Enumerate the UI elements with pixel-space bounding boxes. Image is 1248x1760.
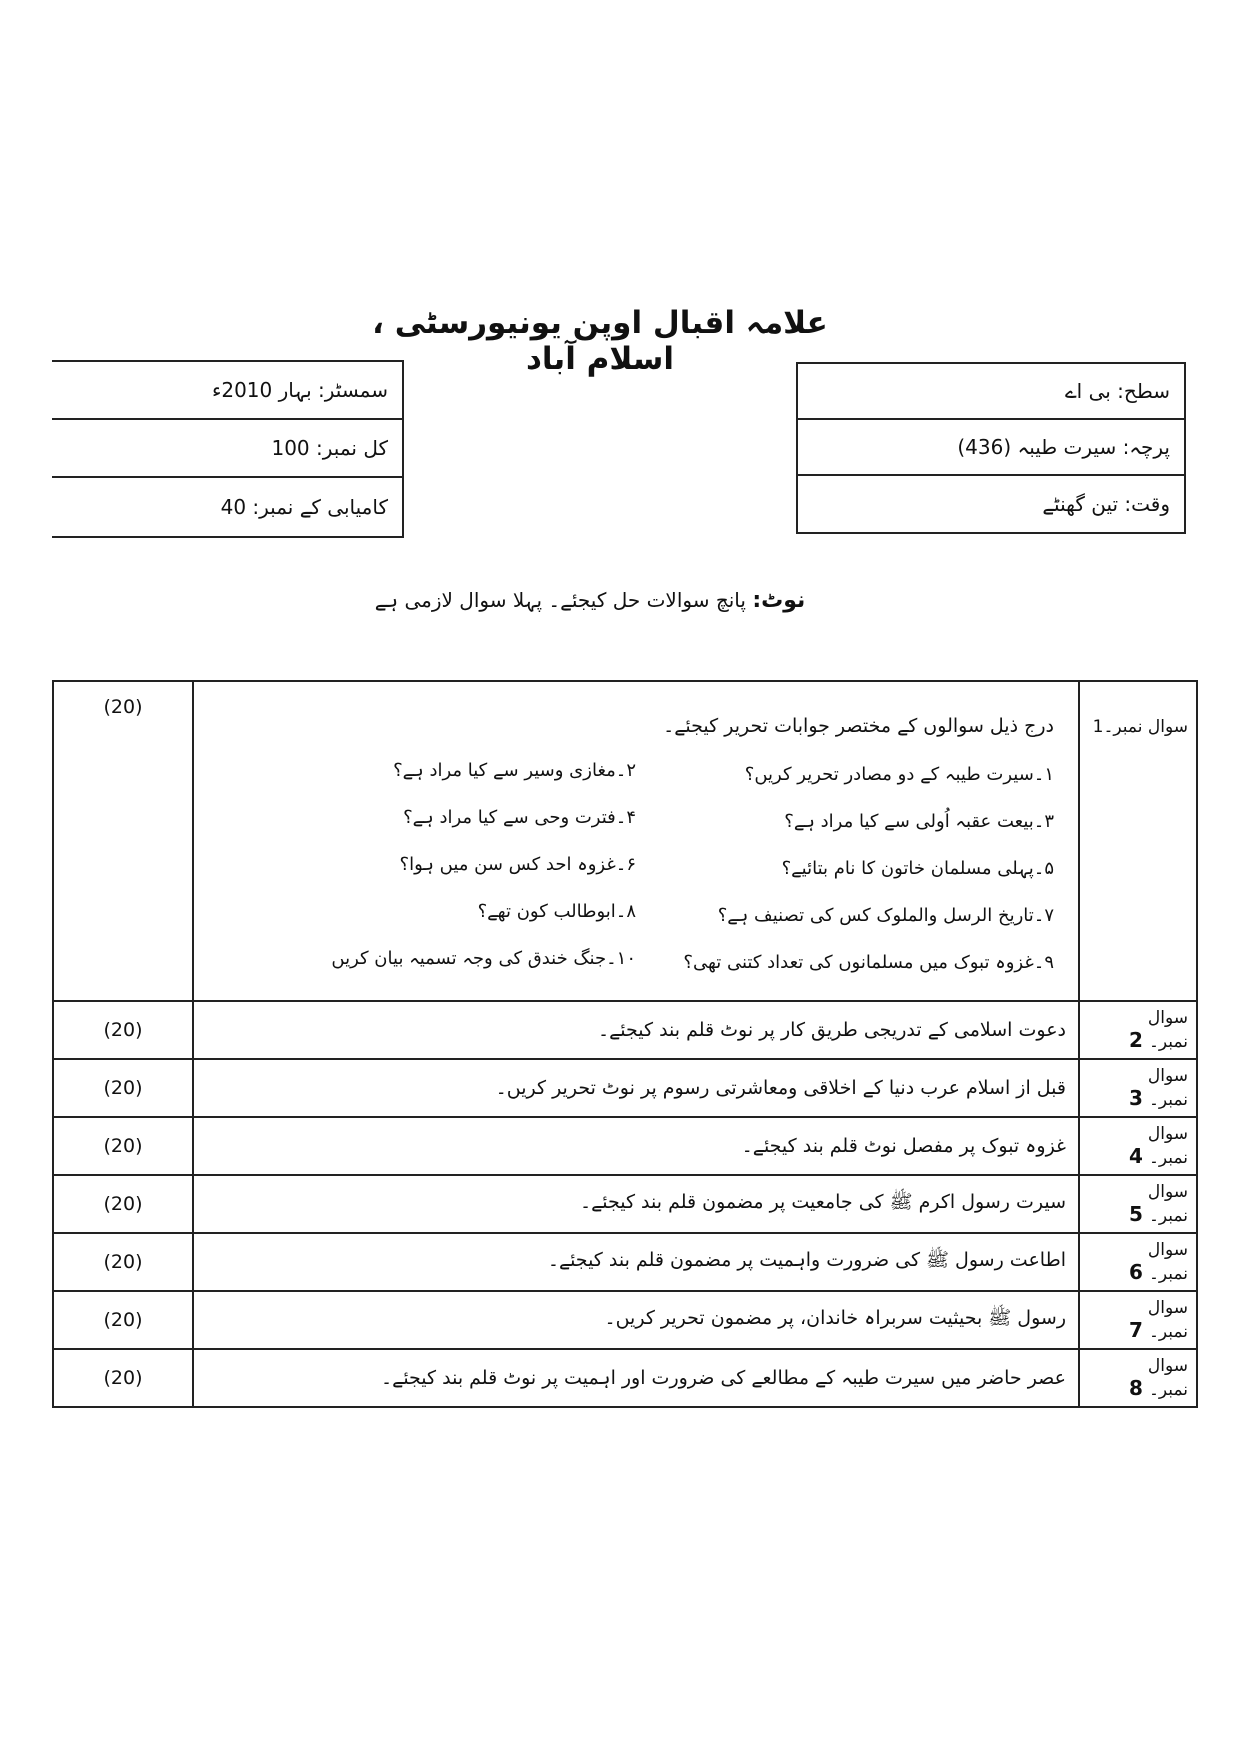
question-row-8 [53,1349,1197,1407]
question-row-5 [53,1175,1197,1233]
question-label [1079,1117,1197,1175]
questions-table [52,680,1198,1408]
q1-item: ۸۔ابوطالب کون تھے؟ [477,900,636,922]
course-info-box [796,362,1186,534]
question-number: 4 [1129,1144,1143,1168]
question-number: 3 [1129,1086,1143,1110]
question-label [1079,1291,1197,1349]
question-text: غزوہ تبوک پر مفصل نوٹ قلم بند کیجئے۔ [193,1117,1079,1175]
q1-item: ۴۔فترت وحی سے کیا مراد ہے؟ [403,806,636,828]
level-row: سطح: بی اے [798,364,1184,420]
question-marks: (20) [53,1349,193,1407]
total-marks-row: کل نمبر: 100 [52,420,402,478]
question-text [193,681,1079,1001]
q1-item: ۱۔سیرت طیبہ کے دو مصادر تحریر کریں؟ [744,763,1054,785]
question-text: عصر حاضر میں سیرت طیبہ کے مطالعے کی ضرورت اور اہمیت پر نوٹ قلم بند کیجئے۔ [193,1349,1079,1407]
paper-row: پرچہ: سیرت طیبہ (436) [798,420,1184,476]
question-row-4 [53,1117,1197,1175]
q1-item: ۷۔تاریخ الرسل والملوک کس کی تصنیف ہے؟ [717,904,1054,926]
q1-left-column [218,715,636,986]
question-label [1079,1175,1197,1233]
question-number: 7 [1129,1318,1143,1342]
question-row-1 [53,681,1197,1001]
question-label: سوال نمبر۔1 [1079,681,1197,1001]
question-label-text: سوال نمبر۔ [1147,1240,1188,1284]
q1-intro: درج ذیل سوالوں کے مختصر جوابات تحریر کیجئے۔ [663,714,1054,737]
question-label-text: سوال نمبر۔ [1147,1298,1188,1342]
question-text: رسول ﷺ بحیثیت سربراہ خاندان، پر مضمون تحریر کریں۔ [193,1291,1079,1349]
question-marks: (20) [53,681,193,1001]
note-label: نوٹ: [752,588,806,613]
question-text: قبل از اسلام عرب دنیا کے اخلاقی ومعاشرتی رسوم پر نوٹ تحریر کریں۔ [193,1059,1079,1117]
question-marks: (20) [53,1001,193,1059]
question-label-text: سوال نمبر۔ [1147,1066,1188,1110]
university-title: علامہ اقبال اوپن یونیورسٹی ، اسلام آباد [372,305,828,377]
question-marks: (20) [53,1291,193,1349]
question-label-text: سوال نمبر۔ [1147,1182,1188,1226]
question-row-6 [53,1233,1197,1291]
question-marks: (20) [53,1233,193,1291]
question-label-text: سوال نمبر۔ [1147,1008,1188,1052]
q1-right-column [636,715,1054,986]
question-row-3 [53,1059,1197,1117]
question-text: سیرت رسول اکرم ﷺ کی جامعیت پر مضمون قلم بند کیجئے۔ [193,1175,1079,1233]
semester-info-box [52,360,404,538]
q1-item: ۳۔بیعت عقبہ اُولی سے کیا مراد ہے؟ [784,810,1054,832]
question-text: اطاعت رسول ﷺ کی ضرورت واہمیت پر مضمون قلم بند کیجئے۔ [193,1233,1079,1291]
question-text: دعوت اسلامی کے تدریجی طریق کار پر نوٹ قلم بند کیجئے۔ [193,1001,1079,1059]
instruction-note [360,588,820,613]
question-label [1079,1001,1197,1059]
question-marks: (20) [53,1059,193,1117]
question-number: 8 [1129,1376,1143,1400]
question-marks: (20) [53,1117,193,1175]
q1-item: ۱۰۔جنگ خندق کی وجہ تسمیہ بیان کریں [331,947,636,969]
time-row: وقت: تین گھنٹے [1042,492,1170,516]
question-label [1079,1233,1197,1291]
note-text: پانچ سوالات حل کیجئے۔ پہلا سوال لازمی ہے [374,588,746,612]
pass-marks-row: کامیابی کے نمبر: 40 [220,495,388,519]
question-marks: (20) [53,1175,193,1233]
q1-item: ۲۔مغازی وسیر سے کیا مراد ہے؟ [393,759,636,781]
question-label-text: سوال نمبر۔ [1147,1124,1188,1168]
question-label [1079,1059,1197,1117]
semester-row: سمسٹر: بہار 2010ء [52,362,402,420]
q1-item: ۶۔غزوہ احد کس سن میں ہوا؟ [399,853,636,875]
question-label [1079,1349,1197,1407]
question-row-7 [53,1291,1197,1349]
question-number: 6 [1129,1260,1143,1284]
question-row-2 [53,1001,1197,1059]
q1-item: ۹۔غزوہ تبوک میں مسلمانوں کی تعداد کتنی تھی؟ [683,951,1054,973]
question-number: 2 [1129,1028,1143,1052]
question-number: 5 [1129,1202,1143,1226]
q1-item: ۵۔پہلی مسلمان خاتون کا نام بتائیے؟ [781,857,1054,879]
question-label-text: سوال نمبر۔ [1147,1356,1188,1400]
